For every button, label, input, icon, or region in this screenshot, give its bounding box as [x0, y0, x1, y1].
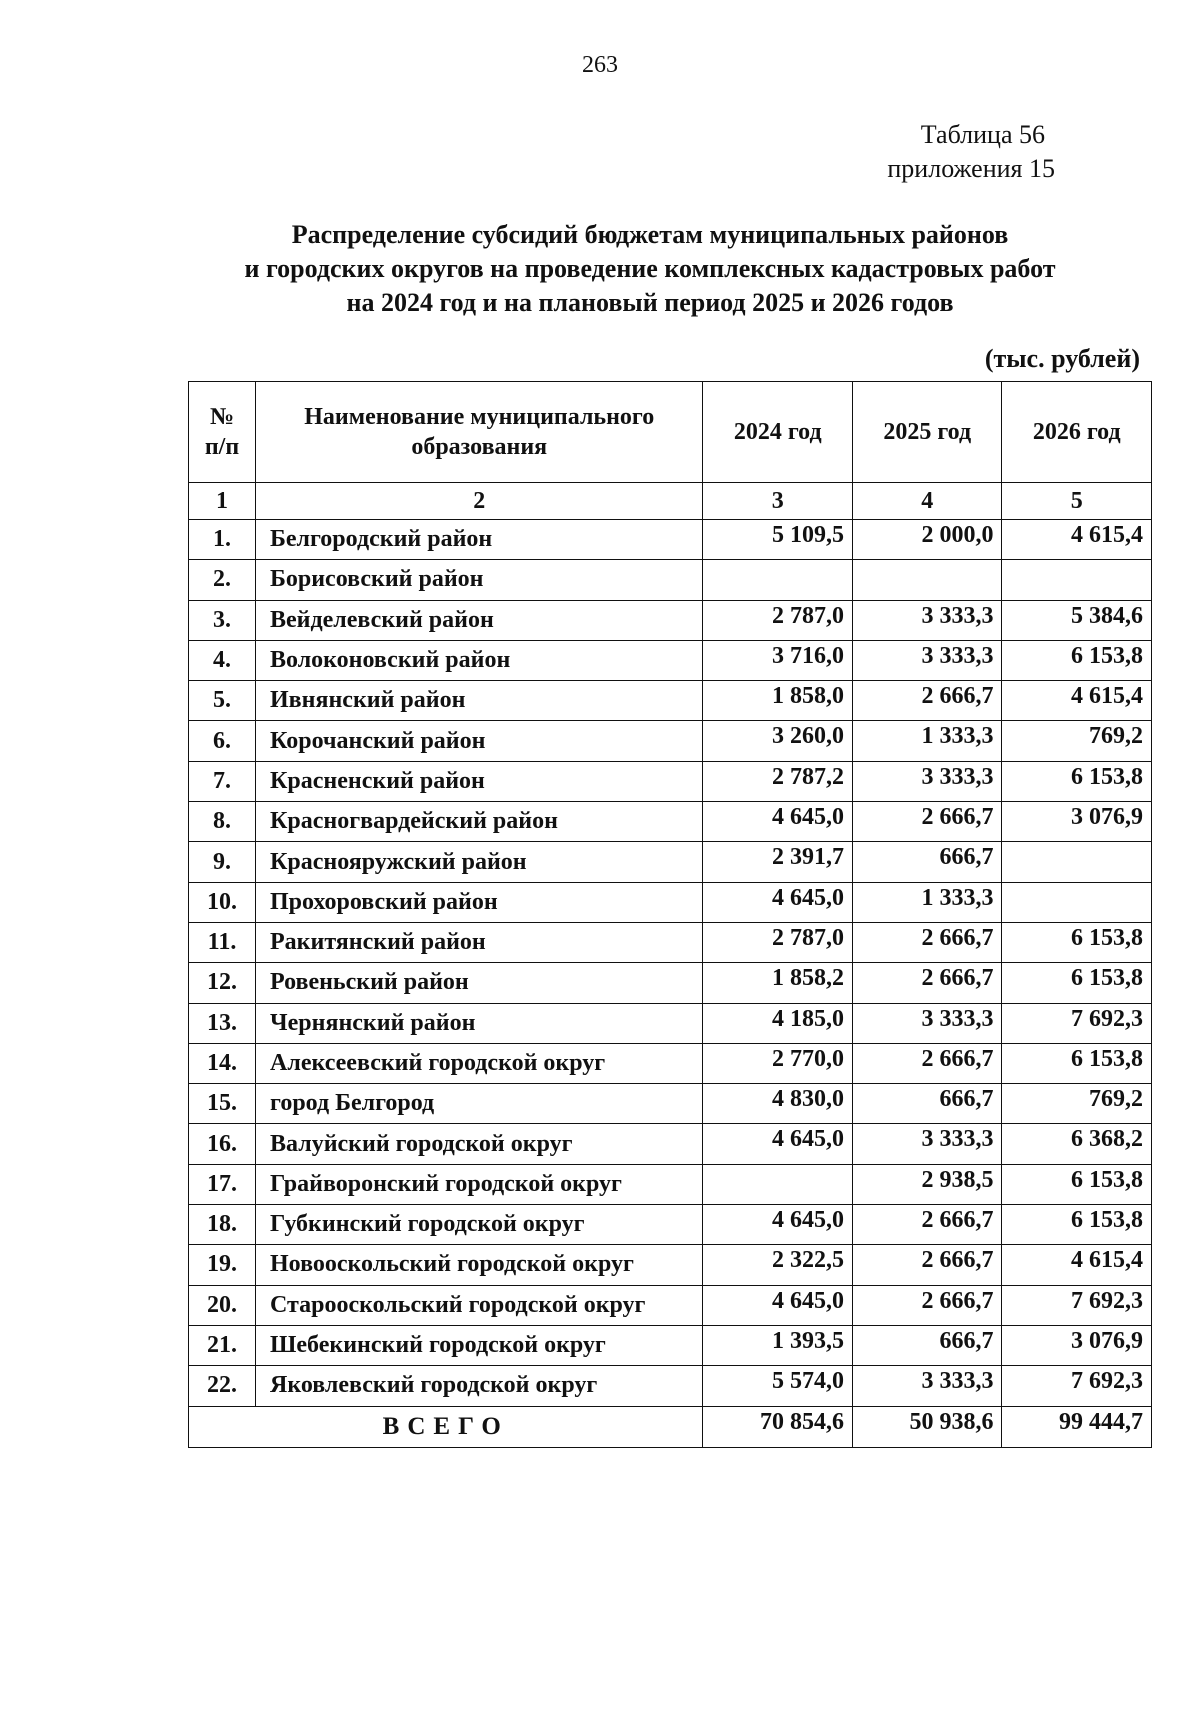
title-line2: и городских округов на проведение комплексных кадастровых работ: [244, 254, 1056, 283]
row-number: 22.: [189, 1366, 256, 1406]
municipality-name: Ивнянский район: [256, 681, 703, 721]
value-2026: 6 153,8: [1002, 1164, 1152, 1204]
table-row: [189, 1084, 1152, 1124]
document-title: [180, 218, 1120, 320]
table-body: [189, 520, 1152, 1407]
row-number: 9.: [189, 842, 256, 882]
value-2025: 2 938,5: [852, 1164, 1002, 1204]
row-number: 12.: [189, 963, 256, 1003]
value-2025: 3 333,3: [852, 1366, 1002, 1406]
municipality-name: город Белгород: [256, 1084, 703, 1124]
row-number: 17.: [189, 1164, 256, 1204]
value-2026: [1002, 882, 1152, 922]
municipality-name: Вейделевский район: [256, 600, 703, 640]
row-number: 8.: [189, 802, 256, 842]
value-2026: 7 692,3: [1002, 1003, 1152, 1043]
row-number: 21.: [189, 1325, 256, 1365]
total-2026: 99 444,7: [1002, 1406, 1152, 1447]
table-reference-line2: приложения 15: [887, 154, 1055, 183]
value-2024: 5 574,0: [703, 1366, 853, 1406]
value-2024: 3 716,0: [703, 640, 853, 680]
value-2026: 769,2: [1002, 721, 1152, 761]
title-line3: на 2024 год и на плановый период 2025 и 2026 годов: [346, 288, 954, 317]
table-row: [189, 1164, 1152, 1204]
value-2025: 3 333,3: [852, 1003, 1002, 1043]
column-number-row: [189, 483, 1152, 520]
row-number: 16.: [189, 1124, 256, 1164]
column-number: 2: [256, 483, 703, 520]
value-2024: 1 858,0: [703, 681, 853, 721]
table-row: [189, 1245, 1152, 1285]
row-number: 19.: [189, 1245, 256, 1285]
municipality-name: Яковлевский городской округ: [256, 1366, 703, 1406]
value-2026: 769,2: [1002, 1084, 1152, 1124]
header-2026: 2026 год: [1002, 382, 1152, 483]
value-2026: 6 153,8: [1002, 640, 1152, 680]
municipality-name: Белгородский район: [256, 520, 703, 560]
value-2025: 2 666,7: [852, 1285, 1002, 1325]
value-2026: 4 615,4: [1002, 681, 1152, 721]
value-2025: 2 666,7: [852, 1245, 1002, 1285]
column-number: 1: [189, 483, 256, 520]
value-2024: 1 393,5: [703, 1325, 853, 1365]
column-number: 5: [1002, 483, 1152, 520]
value-2024: 4 645,0: [703, 1124, 853, 1164]
page-number: 263: [582, 52, 618, 78]
header-2025: 2025 год: [852, 382, 1002, 483]
value-2024: 4 645,0: [703, 882, 853, 922]
row-number: 13.: [189, 1003, 256, 1043]
row-number: 2.: [189, 560, 256, 600]
value-2025: 666,7: [852, 1325, 1002, 1365]
total-2024: 70 854,6: [703, 1406, 853, 1447]
table-row: [189, 1366, 1152, 1406]
value-2025: 2 666,7: [852, 1043, 1002, 1083]
value-2025: 3 333,3: [852, 761, 1002, 801]
header-2024: 2024 год: [703, 382, 853, 483]
table-row: [189, 721, 1152, 761]
municipality-name: Борисовский район: [256, 560, 703, 600]
table-row: [189, 1285, 1152, 1325]
municipality-name: Новооскольский городской округ: [256, 1245, 703, 1285]
table-reference-line1: Таблица 56: [920, 120, 1045, 149]
municipality-name: Корочанский район: [256, 721, 703, 761]
value-2026: 6 153,8: [1002, 963, 1152, 1003]
municipality-name: Валуйский городской округ: [256, 1124, 703, 1164]
municipality-name: Алексеевский городской округ: [256, 1043, 703, 1083]
value-2025: 2 666,7: [852, 1205, 1002, 1245]
table-row: [189, 1325, 1152, 1365]
row-number: 4.: [189, 640, 256, 680]
table-row: [189, 922, 1152, 962]
municipality-name: Ровеньский район: [256, 963, 703, 1003]
value-2026: 5 384,6: [1002, 600, 1152, 640]
row-number: 15.: [189, 1084, 256, 1124]
value-2025: 3 333,3: [852, 1124, 1002, 1164]
value-2025: 3 333,3: [852, 600, 1002, 640]
table-row: [189, 560, 1152, 600]
value-2025: 1 333,3: [852, 882, 1002, 922]
value-2024: 4 185,0: [703, 1003, 853, 1043]
total-2025: 50 938,6: [852, 1406, 1002, 1447]
municipality-name: Старооскольский городской округ: [256, 1285, 703, 1325]
municipality-name: Красненский район: [256, 761, 703, 801]
column-number: 4: [852, 483, 1002, 520]
value-2025: 2 000,0: [852, 520, 1002, 560]
municipality-name: Чернянский район: [256, 1003, 703, 1043]
table-row: [189, 882, 1152, 922]
municipality-name: Шебекинский городской округ: [256, 1325, 703, 1365]
row-number: 11.: [189, 922, 256, 962]
header-no: № п/п: [189, 382, 256, 483]
value-2026: 6 153,8: [1002, 922, 1152, 962]
municipality-name: Красногвардейский район: [256, 802, 703, 842]
table-row: [189, 963, 1152, 1003]
municipality-name: Краснояружский район: [256, 842, 703, 882]
row-number: 7.: [189, 761, 256, 801]
row-number: 20.: [189, 1285, 256, 1325]
value-2026: 4 615,4: [1002, 1245, 1152, 1285]
value-2025: 2 666,7: [852, 922, 1002, 962]
value-2024: 2 391,7: [703, 842, 853, 882]
total-row: [189, 1406, 1152, 1447]
value-2026: 6 153,8: [1002, 1205, 1152, 1245]
table-row: [189, 520, 1152, 560]
municipality-name: Прохоровский район: [256, 882, 703, 922]
value-2025: 2 666,7: [852, 963, 1002, 1003]
table-reference: [887, 118, 1055, 186]
value-2024: 2 322,5: [703, 1245, 853, 1285]
title-line1: Распределение субсидий бюджетам муниципальных районов: [291, 220, 1009, 249]
column-number: 3: [703, 483, 853, 520]
value-2024: 3 260,0: [703, 721, 853, 761]
value-2024: [703, 1164, 853, 1204]
value-2024: 4 645,0: [703, 1285, 853, 1325]
table-row: [189, 1124, 1152, 1164]
value-2025: 666,7: [852, 842, 1002, 882]
table-row: [189, 681, 1152, 721]
subsidy-table: [188, 381, 1152, 1448]
value-2025: 1 333,3: [852, 721, 1002, 761]
table-header-row: [189, 382, 1152, 483]
value-2024: 1 858,2: [703, 963, 853, 1003]
table-row: [189, 1003, 1152, 1043]
row-number: 6.: [189, 721, 256, 761]
table-row: [189, 640, 1152, 680]
table-row: [189, 1043, 1152, 1083]
value-2024: 5 109,5: [703, 520, 853, 560]
value-2024: 4 645,0: [703, 1205, 853, 1245]
value-2026: 7 692,3: [1002, 1285, 1152, 1325]
value-2024: 2 787,0: [703, 922, 853, 962]
table-row: [189, 802, 1152, 842]
table-row: [189, 842, 1152, 882]
value-2024: 4 645,0: [703, 802, 853, 842]
value-2024: 2 770,0: [703, 1043, 853, 1083]
row-number: 5.: [189, 681, 256, 721]
row-number: 10.: [189, 882, 256, 922]
value-2026: 6 153,8: [1002, 761, 1152, 801]
value-2024: 4 830,0: [703, 1084, 853, 1124]
municipality-name: Ракитянский район: [256, 922, 703, 962]
value-2026: [1002, 560, 1152, 600]
value-2025: 2 666,7: [852, 802, 1002, 842]
value-2024: [703, 560, 853, 600]
municipality-name: Грайворонский городской округ: [256, 1164, 703, 1204]
municipality-name: Губкинский городской округ: [256, 1205, 703, 1245]
value-2024: 2 787,2: [703, 761, 853, 801]
table-row: [189, 1205, 1152, 1245]
value-2026: 7 692,3: [1002, 1366, 1152, 1406]
value-2025: 2 666,7: [852, 681, 1002, 721]
table-row: [189, 761, 1152, 801]
value-2026: 3 076,9: [1002, 802, 1152, 842]
row-number: 3.: [189, 600, 256, 640]
total-label: ВСЕГО: [189, 1406, 703, 1447]
value-2026: 4 615,4: [1002, 520, 1152, 560]
value-2026: 6 368,2: [1002, 1124, 1152, 1164]
value-2025: 3 333,3: [852, 640, 1002, 680]
value-2024: 2 787,0: [703, 600, 853, 640]
value-2026: [1002, 842, 1152, 882]
row-number: 1.: [189, 520, 256, 560]
value-2025: [852, 560, 1002, 600]
row-number: 18.: [189, 1205, 256, 1245]
header-name: Наименование муниципального образования: [256, 382, 703, 483]
value-2026: 3 076,9: [1002, 1325, 1152, 1365]
row-number: 14.: [189, 1043, 256, 1083]
value-2025: 666,7: [852, 1084, 1002, 1124]
municipality-name: Волоконовский район: [256, 640, 703, 680]
units-label: (тыс. рублей): [984, 344, 1140, 373]
value-2026: 6 153,8: [1002, 1043, 1152, 1083]
table-row: [189, 600, 1152, 640]
